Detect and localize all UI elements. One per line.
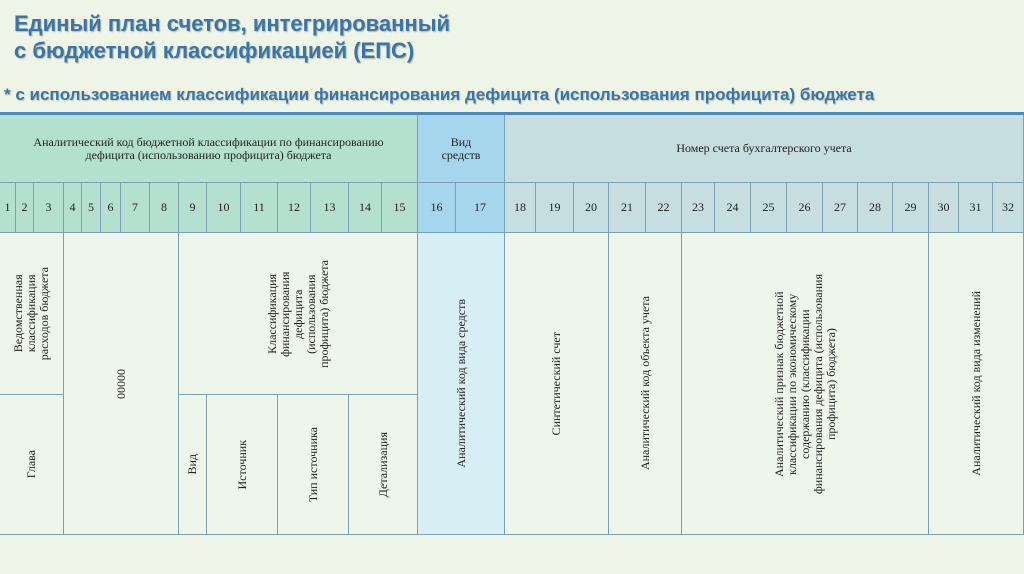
analit-vid-sredstv-text: Аналитический код вида средств: [453, 299, 468, 468]
num-14: 14: [359, 200, 371, 214]
body-zeros: [64, 233, 179, 535]
num-8: 8: [161, 200, 167, 214]
num-cell: [311, 183, 349, 233]
num-cell: [959, 183, 993, 233]
num-24: 24: [726, 200, 739, 214]
istochnik-text: Источник: [234, 439, 249, 490]
page-title: [14, 10, 450, 64]
analit-obekta-text: Аналитический код объекта учета: [637, 296, 652, 471]
body-tip-istochnika: [278, 395, 349, 535]
num-15: 15: [393, 200, 406, 214]
num-13: 13: [323, 200, 336, 214]
tip-istochnika-text: Тип источника: [305, 426, 320, 503]
num-cell: [121, 183, 150, 233]
num-cell: [82, 183, 101, 233]
num-2: 2: [21, 200, 28, 214]
priznak-text: Аналитический признак бюджетной классификации по экономическому содержанию (классификации финансирования дефицита (использования профицита) бюджета): [771, 273, 838, 494]
num-cell: [929, 183, 959, 233]
subtitle: * с использованием классификации финансирования дефицита (использования профицита) бюджета: [4, 85, 875, 104]
num-cell: [893, 183, 929, 233]
body-glava: [0, 395, 64, 535]
num-cell: [609, 183, 646, 233]
body-vedomstvennaya: [0, 233, 64, 395]
num-1: 1: [4, 200, 11, 214]
body-istochnik: [207, 395, 278, 535]
header-analytic-code: [0, 115, 418, 183]
num-cell: [993, 183, 1024, 233]
num-4: 4: [69, 200, 76, 214]
num-3: 3: [45, 200, 52, 214]
num-12: 12: [288, 200, 300, 214]
num-cell: [682, 183, 715, 233]
num-31: 31: [969, 200, 982, 214]
num-cell: [150, 183, 179, 233]
num-18: 18: [514, 200, 526, 214]
num-32: 32: [1002, 200, 1014, 214]
num-22: 22: [657, 200, 670, 214]
num-30: 30: [937, 200, 950, 214]
num-21: 21: [621, 200, 633, 214]
body-analit-vid-sredstv: [418, 233, 505, 535]
body-vid: [179, 395, 207, 535]
header-account-number-text: Номер счета бухгалтерского учета: [676, 141, 852, 155]
header-vid-sredstv-text: Вид средств: [441, 134, 481, 162]
glava-text: Глава: [24, 450, 38, 479]
num-29: 29: [904, 200, 917, 214]
num-cell: [456, 183, 505, 233]
vid-text: Вид: [185, 454, 199, 475]
num-cell: [0, 183, 16, 233]
body-detalizaciya: [349, 395, 418, 535]
sinteticheskiy-text: Синтетический счет: [549, 331, 563, 436]
num-23: 23: [692, 200, 704, 214]
num-cell: [16, 183, 34, 233]
body-priznak: [682, 233, 929, 535]
num-cell: [382, 183, 418, 233]
body-analit-izmeneniy: [929, 233, 1024, 535]
num-cell: [179, 183, 207, 233]
num-cell: [505, 183, 536, 233]
body-sinteticheskiy: [505, 233, 609, 535]
num-6: 6: [107, 200, 114, 214]
num-20: 20: [585, 200, 597, 214]
num-5: 5: [88, 200, 94, 214]
title-line-2: с бюджетной классификацией (ЕПС): [14, 38, 415, 63]
num-cell: [715, 183, 751, 233]
num-cell: [646, 183, 682, 233]
num-cell: [349, 183, 382, 233]
header-account-number: [505, 115, 1024, 183]
num-cell: [101, 183, 121, 233]
num-11: 11: [253, 200, 265, 214]
analit-izmeneniy-text: Аналитический код вида изменений: [968, 291, 983, 476]
header-analytic-code-text: Аналитический код бюджетной классификации по финансированию дефицита (использованию профицита) бюджета: [33, 134, 384, 162]
num-27: 27: [834, 200, 846, 214]
num-17: 17: [474, 200, 486, 214]
num-cell: [64, 183, 82, 233]
num-19: 19: [548, 200, 561, 214]
num-cell: [751, 183, 787, 233]
detalizaciya-text: Детализация: [375, 431, 390, 498]
body-klassifikaciya: [179, 233, 418, 395]
num-cell: [418, 183, 456, 233]
num-cell: [278, 183, 311, 233]
num-26: 26: [798, 200, 811, 214]
title-line-1: Единый план счетов, интегрированный: [14, 11, 451, 36]
body-analit-obekta: [609, 233, 682, 535]
header-vid-sredstv: [418, 115, 505, 183]
num-cell: [787, 183, 823, 233]
num-cell: [574, 183, 609, 233]
vedomstvennaya-text: Ведомственная классификация расходов бюджета: [11, 266, 51, 361]
klassifikaciya-text: Классификация финансирования дефицита (использования профицита) бюджета: [264, 259, 331, 368]
num-9: 9: [189, 200, 196, 214]
num-cell: [823, 183, 858, 233]
num-28: 28: [869, 200, 881, 214]
num-10: 10: [217, 200, 230, 214]
zeros-text: 00000: [113, 368, 128, 399]
num-16: 16: [430, 200, 443, 214]
num-cell: [241, 183, 278, 233]
num-cell: [207, 183, 241, 233]
num-25: 25: [762, 200, 775, 214]
num-cell: [34, 183, 64, 233]
num-7: 7: [132, 200, 138, 214]
num-cell: [858, 183, 893, 233]
num-cell: [536, 183, 574, 233]
